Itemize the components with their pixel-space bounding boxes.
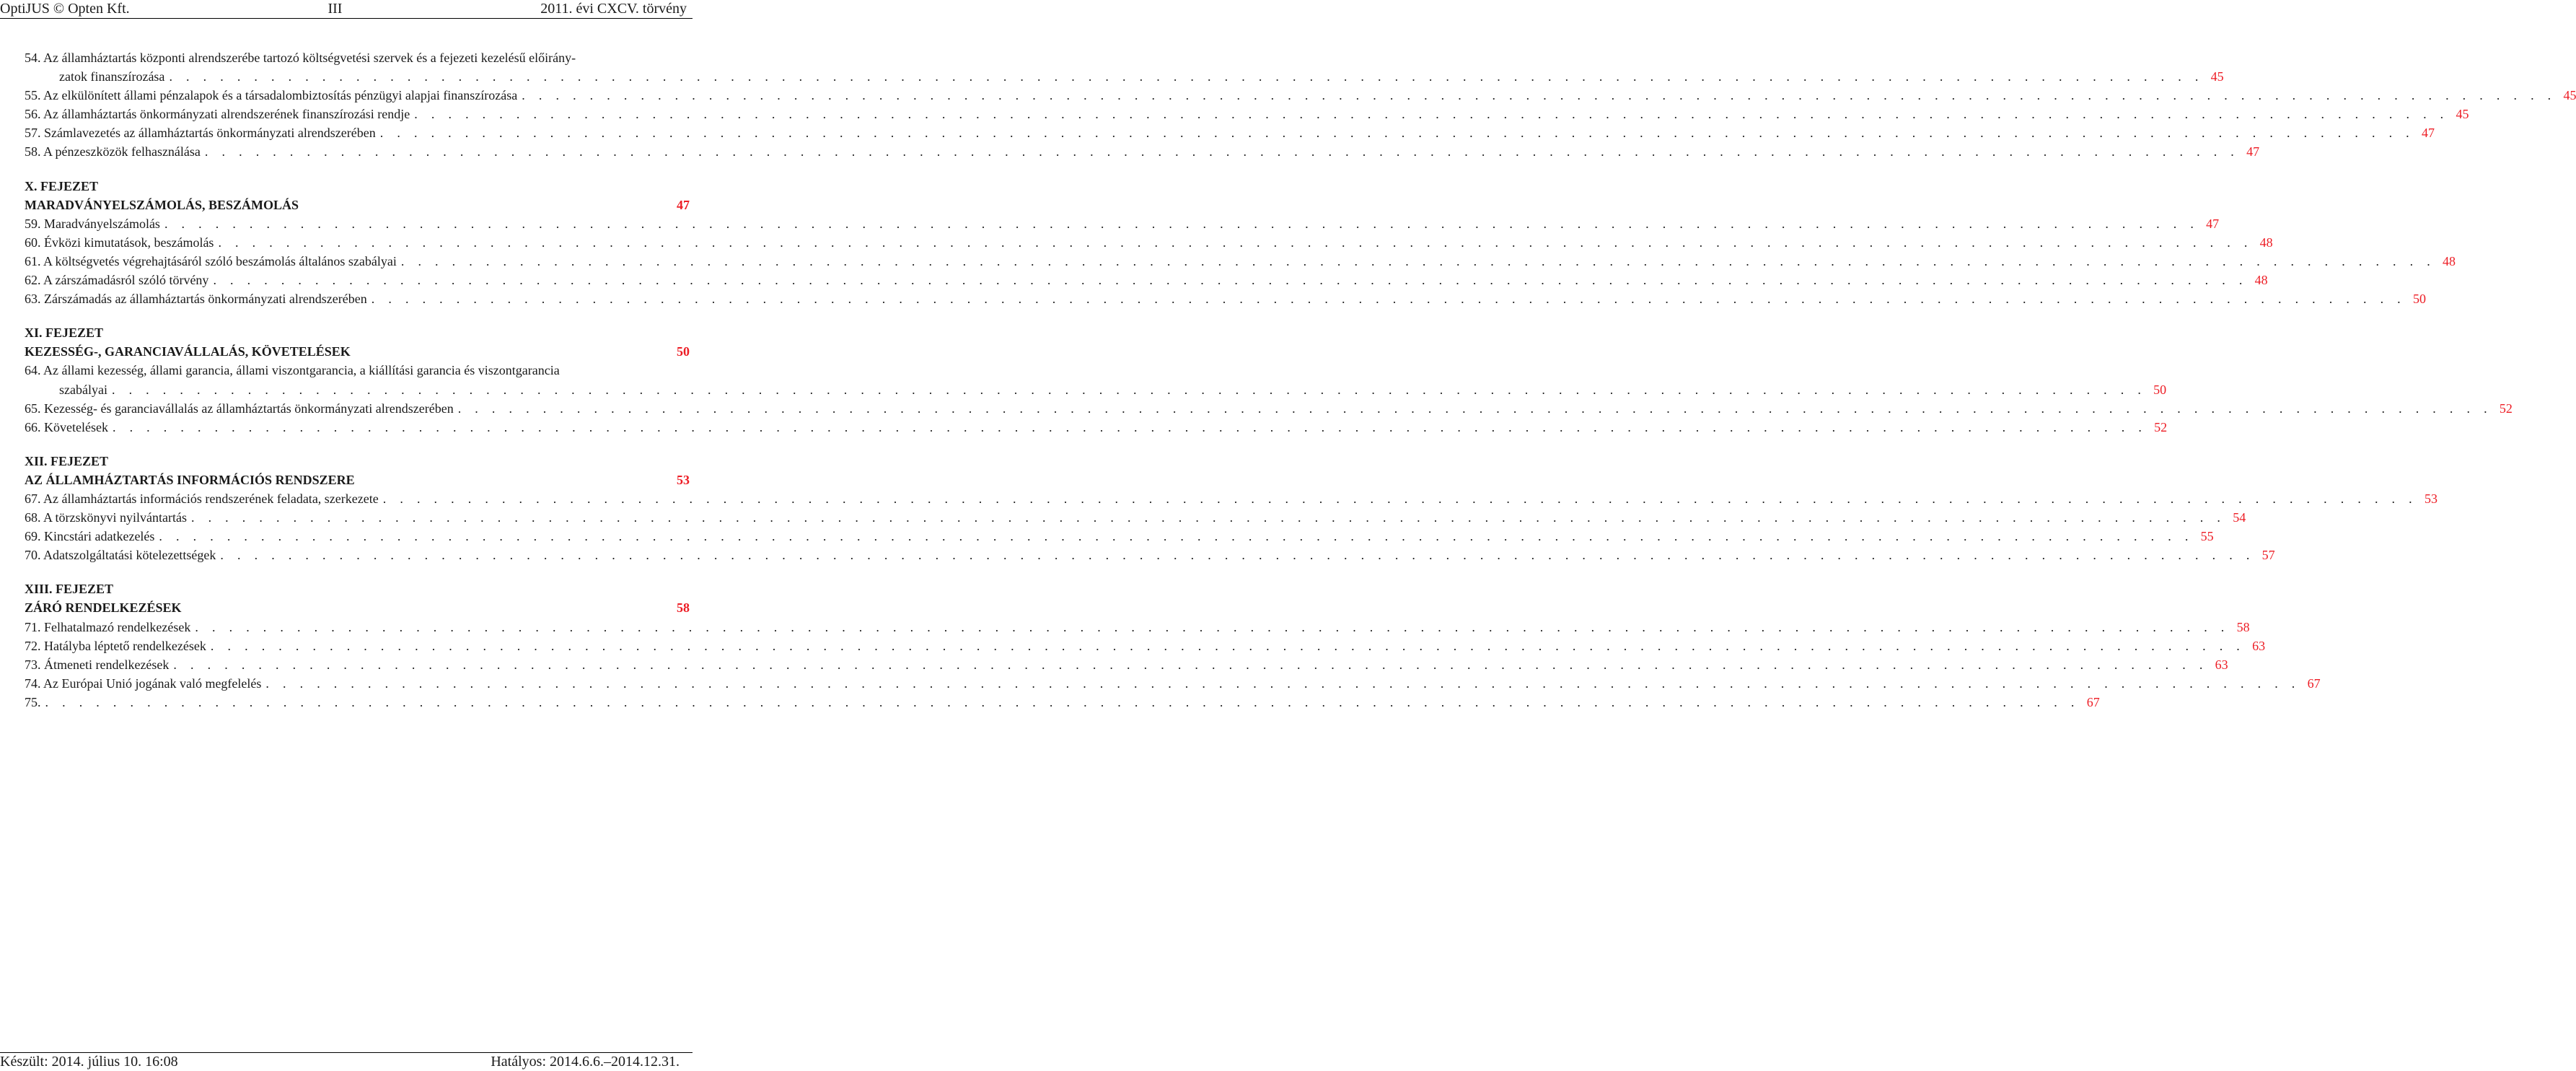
toc-entry-page: 50 xyxy=(2153,382,2167,397)
toc-entry-page: 55 xyxy=(2200,529,2214,544)
toc-entry-page: 54 xyxy=(2233,510,2246,525)
toc-entry[interactable] xyxy=(25,674,2321,693)
toc-entry-title-line1: 64. Az állami kezesség, állami garancia, állami viszontgarancia, a kiállítási garancia és viszontgarancia xyxy=(25,363,560,378)
page-header xyxy=(0,0,693,19)
toc-entry[interactable] xyxy=(25,655,2228,674)
toc-entry-page: 48 xyxy=(2259,235,2273,250)
dot-leader: . . . . . . . . . . . . . . . . . . . . . . . . . . . . . . . . . . . . . . . . . . . . . . . . . . . . . . . . . . . . . . . . . . . . . . . . . . . . . . . . . . . . . . . . . . . . . . . . . . . . . . . . . . . . . . . . . . . . . . . . xyxy=(45,694,2080,709)
chapter-page: 50 xyxy=(677,344,690,359)
dot-leader: . . . . . . . . . . . . . . . . . . . . . . . . . . . . . . . . . . . . . . . . . . . . . . . . . . . . . . . . . . . . . . . . . . . . . . . . . . . . . . . . . . . . . . . . . . . . . . . . . . . . . . . . . . . . . . . . . . . . . . . . xyxy=(111,382,2147,397)
toc-entry[interactable] xyxy=(25,105,2469,123)
dot-leader: . . . . . . . . . . . . . . . . . . . . . . . . . . . . . . . . . . . . . . . . . . . . . . . . . . . . . . . . . . . . . . . . . . . . . . . . . . . . . . . . . . . . . . . . . . . . . . . . . . . . . . . . . . . . . . . . . . . . . . . . xyxy=(173,657,2208,672)
toc-entry-page: 48 xyxy=(2443,253,2456,268)
dot-leader: . . . . . . . . . . . . . . . . . . . . . . . . . . . . . . . . . . . . . . . . . . . . . . . . . . . . . . . . . . . . . . . . . . . . . . . . . . . . . . . . . . . . . . . . . . . . . . . . . . . . . . . . . . . . . . . . . . . . . . . . xyxy=(457,401,2492,416)
toc-entry-title-line1: 54. Az államháztartás központi alrendszerébe tartozó költségvetési szervek és a fejezeti kezelésű előirány- xyxy=(25,51,576,65)
toc-entry-title: 62. A zárszámadásról szóló törvény xyxy=(25,273,209,288)
chapter-heading[interactable] xyxy=(25,342,690,361)
toc-entry[interactable] xyxy=(25,618,2250,637)
toc-entry-page: 52 xyxy=(2499,401,2513,416)
chapter-page: 47 xyxy=(677,197,690,212)
footer-effective: Hatályos: 2014.6.6.–2014.12.31. xyxy=(491,1054,680,1070)
table-of-contents xyxy=(25,48,2576,712)
toc-entry-page: 57 xyxy=(2261,548,2275,563)
chapter-heading[interactable] xyxy=(25,196,690,214)
toc-entry[interactable] xyxy=(25,546,2275,564)
toc-chapter xyxy=(25,452,2437,565)
dot-leader: . . . . . . . . . . . . . . . . . . . . . . . . . . . . . . . . . . . . . . . . . . . . . . . . . . . . . . . . . . . . . . . . . . . . . . . . . . . . . . . . . . . . . . . . . . . . . . . . . . . . . . . . . . . . . . . . . . . . . . . . xyxy=(371,292,2406,307)
toc-entry-title: 72. Hatályba léptető rendelkezések xyxy=(25,638,206,653)
header-law-title: 2011. évi CXCV. törvény xyxy=(540,1,687,17)
dot-leader: . . . . . . . . . . . . . . . . . . . . . . . . . . . . . . . . . . . . . . . . . . . . . . . . . . . . . . . . . . . . . . . . . . . . . . . . . . . . . . . . . . . . . . . . . . . . . . . . . . . . . . . . . . . . . . . . . . . . . . . . xyxy=(204,144,2240,159)
toc-entry-page: 63 xyxy=(2252,638,2266,653)
dot-leader: . . . . . . . . . . . . . . . . . . . . . . . . . . . . . . . . . . . . . . . . . . . . . . . . . . . . . . . . . . . . . . . . . . . . . . . . . . . . . . . . . . . . . . . . . . . . . . . . . . . . . . . . . . . . . . . . . . . . . . . . xyxy=(265,676,2300,691)
toc-entry-title: 59. Maradványelszámolás xyxy=(25,216,160,231)
toc-entry[interactable] xyxy=(25,252,2456,271)
toc-entry[interactable] xyxy=(25,508,2246,527)
chapter-title: MARADVÁNYELSZÁMOLÁS, BESZÁMOLÁS xyxy=(25,197,299,212)
toc-entry-page: 47 xyxy=(2246,144,2260,159)
toc-entry-title: 60. Évközi kimutatások, beszámolás xyxy=(25,235,214,250)
toc-entry-page: 67 xyxy=(2307,676,2321,691)
chapter-page: 53 xyxy=(677,472,690,487)
dot-leader: . . . . . . . . . . . . . . . . . . . . . . . . . . . . . . . . . . . . . . . . . . . . . . . . . . . . . . . . . . . . . . . . . . . . . . . . . . . . . . . . . . . . . . . . . . . . . . . . . . . . . . . . . . . . . . . . . . . . . . . . xyxy=(379,126,2414,141)
toc-entry-page: 53 xyxy=(2424,491,2437,506)
toc-entry[interactable] xyxy=(25,142,2260,161)
toc-entry-page: 45 xyxy=(2563,88,2576,103)
toc-entry-page: 47 xyxy=(2206,216,2220,231)
dot-leader: . . . . . . . . . . . . . . . . . . . . . . . . . . . . . . . . . . . . . . . . . . . . . . . . . . . . . . . . . . . . . . . . . . . . . . . . . . . . . . . . . . . . . . . . . . . . . . . . . . . . . . . . . . . . . . . . . . . . . . . . xyxy=(382,491,2417,506)
dot-leader: . . . . . . . . . . . . . . . . . . . . . . . . . . . . . . . . . . . . . . . . . . . . . . . . . . . . . . . . . . . . . . . . . . . . . . . . . . . . . . . . . . . . . . . . . . . . . . . . . . . . . . . . . . . . . . . . . . . . . . . . xyxy=(164,216,2199,231)
dot-leader: . . . . . . . . . . . . . . . . . . . . . . . . . . . . . . . . . . . . . . . . . . . . . . . . . . . . . . . . . . . . . . . . . . . . . . . . . . . . . . . . . . . . . . . . . . . . . . . . . . . . . . . . . . . . . . . . . . . . . . . . xyxy=(218,235,2253,250)
toc-entry[interactable] xyxy=(25,48,2224,86)
toc-entry-page: 47 xyxy=(2421,126,2435,141)
toc-entry-title: 75. xyxy=(25,694,41,709)
toc-entry-title: 63. Zárszámadás az államháztartás önkormányzati alrendszerében xyxy=(25,292,367,307)
chapter-title: AZ ÁLLAMHÁZTARTÁS INFORMÁCIÓS RENDSZERE xyxy=(25,472,355,487)
toc-entry[interactable] xyxy=(25,418,2168,437)
toc-entry-page: 63 xyxy=(2215,657,2228,672)
toc-entry-title: 56. Az államháztartás önkormányzati alrendszerének finanszírozási rendje xyxy=(25,107,410,122)
dot-leader: . . . . . . . . . . . . . . . . . . . . . . . . . . . . . . . . . . . . . . . . . . . . . . . . . . . . . . . . . . . . . . . . . . . . . . . . . . . . . . . . . . . . . . . . . . . . . . . . . . . . . . . . . . . . . . . . . . . . . . . . xyxy=(112,419,2148,434)
dot-leader: . . . . . . . . . . . . . . . . . . . . . . . . . . . . . . . . . . . . . . . . . . . . . . . . . . . . . . . . . . . . . . . . . . . . . . . . . . . . . . . . . . . . . . . . . . . . . . . . . . . . . . . . . . . . . . . . . . . . . . . . xyxy=(210,638,2246,653)
chapter-number: XIII. FEJEZET xyxy=(25,582,114,597)
dot-leader: . . . . . . . . . . . . . . . . . . . . . . . . . . . . . . . . . . . . . . . . . . . . . . . . . . . . . . . . . . . . . . . . . . . . . . . . . . . . . . . . . . . . . . . . . . . . . . . . . . . . . . . . . . . . . . . . . . . . . . . . xyxy=(522,88,2557,103)
toc-entry-title-line2: szabályai xyxy=(59,382,107,397)
toc-entry[interactable] xyxy=(25,271,2268,289)
toc-entry-page: 45 xyxy=(2210,69,2224,84)
toc-entry[interactable] xyxy=(25,289,2426,308)
toc-entry-title: 61. A költségvetés végrehajtásáról szóló beszámolás általános szabályai xyxy=(25,253,397,268)
dot-leader: . . . . . . . . . . . . . . . . . . . . . . . . . . . . . . . . . . . . . . . . . . . . . . . . . . . . . . . . . . . . . . . . . . . . . . . . . . . . . . . . . . . . . . . . . . . . . . . . . . . . . . . . . . . . . . . . . . . . . . . . xyxy=(400,253,2436,268)
toc-entry-page: 67 xyxy=(2086,694,2100,709)
dot-leader: . . . . . . . . . . . . . . . . . . . . . . . . . . . . . . . . . . . . . . . . . . . . . . . . . . . . . . . . . . . . . . . . . . . . . . . . . . . . . . . . . . . . . . . . . . . . . . . . . . . . . . . . . . . . . . . . . . . . . . . . xyxy=(169,69,2204,84)
dot-leader: . . . . . . . . . . . . . . . . . . . . . . . . . . . . . . . . . . . . . . . . . . . . . . . . . . . . . . . . . . . . . . . . . . . . . . . . . . . . . . . . . . . . . . . . . . . . . . . . . . . . . . . . . . . . . . . . . . . . . . . . xyxy=(159,529,2194,544)
chapter-number: XI. FEJEZET xyxy=(25,325,104,341)
toc-entry[interactable] xyxy=(25,214,2220,233)
toc-entry[interactable] xyxy=(25,361,2167,398)
toc-entry-page: 48 xyxy=(2254,273,2268,288)
toc-entry-page: 52 xyxy=(2154,419,2168,434)
toc-entry[interactable] xyxy=(25,399,2513,418)
toc-entry-title: 55. Az elkülönített állami pénzalapok és a társadalombiztosítás pénzügyi alapjai finanszírozása xyxy=(25,88,518,103)
footer-created: Készült: 2014. július 10. 16:08 xyxy=(0,1054,178,1070)
toc-entry-title: 66. Követelések xyxy=(25,419,108,434)
dot-leader: . . . . . . . . . . . . . . . . . . . . . . . . . . . . . . . . . . . . . . . . . . . . . . . . . . . . . . . . . . . . . . . . . . . . . . . . . . . . . . . . . . . . . . . . . . . . . . . . . . . . . . . . . . . . . . . . . . . . . . . . xyxy=(213,273,2248,288)
toc-entry-title-line2: zatok finanszírozása xyxy=(59,69,165,84)
toc-entry-page: 58 xyxy=(2236,619,2250,634)
toc-entry[interactable] xyxy=(25,86,2576,105)
toc-entry-title: 74. Az Európai Unió jogának való megfelelés xyxy=(25,676,262,691)
chapter-number: X. FEJEZET xyxy=(25,178,99,193)
toc-entry-title: 58. A pénzeszközök felhasználása xyxy=(25,144,201,159)
toc-entry-title: 68. A törzskönyvi nyilvántartás xyxy=(25,510,187,525)
toc-entry[interactable] xyxy=(25,123,2435,142)
toc-chapter xyxy=(25,323,2513,437)
toc-entry-title: 65. Kezesség- és garanciavállalás az államháztartás önkormányzati alrendszerében xyxy=(25,401,454,416)
dot-leader: . . . . . . . . . . . . . . . . . . . . . . . . . . . . . . . . . . . . . . . . . . . . . . . . . . . . . . . . . . . . . . . . . . . . . . . . . . . . . . . . . . . . . . . . . . . . . . . . . . . . . . . . . . . . . . . . . . . . . . . . xyxy=(220,548,2255,563)
header-publisher: OptiJUS © Opten Kft. xyxy=(0,1,130,17)
chapter-title: KEZESSÉG-, GARANCIAVÁLLALÁS, KÖVETELÉSEK xyxy=(25,344,351,359)
dot-leader: . . . . . . . . . . . . . . . . . . . . . . . . . . . . . . . . . . . . . . . . . . . . . . . . . . . . . . . . . . . . . . . . . . . . . . . . . . . . . . . . . . . . . . . . . . . . . . . . . . . . . . . . . . . . . . . . . . . . . . . . xyxy=(195,619,2230,634)
toc-chapter xyxy=(25,580,2321,712)
toc-entry[interactable] xyxy=(25,637,2266,655)
toc-entry-page: 50 xyxy=(2412,292,2426,307)
page-footer xyxy=(0,1052,693,1071)
toc-entry-title: 73. Átmeneti rendelkezések xyxy=(25,657,170,672)
dot-leader: . . . . . . . . . . . . . . . . . . . . . . . . . . . . . . . . . . . . . . . . . . . . . . . . . . . . . . . . . . . . . . . . . . . . . . . . . . . . . . . . . . . . . . . . . . . . . . . . . . . . . . . . . . . . . . . . . . . . . . . . xyxy=(190,510,2226,525)
chapter-heading[interactable] xyxy=(25,598,690,617)
toc-entry[interactable] xyxy=(25,527,2214,546)
toc-entry[interactable] xyxy=(25,489,2437,508)
toc-entry-title: 71. Felhatalmazó rendelkezések xyxy=(25,619,191,634)
toc-chapter xyxy=(25,177,2456,309)
toc-entry-page: 45 xyxy=(2456,107,2469,122)
chapter-number: XII. FEJEZET xyxy=(25,453,109,468)
toc-entry[interactable] xyxy=(25,693,2100,712)
chapter-title: ZÁRÓ RENDELKEZÉSEK xyxy=(25,600,182,616)
chapter-page: 58 xyxy=(677,600,690,616)
toc-entry[interactable] xyxy=(25,233,2273,252)
toc-entry-title: 67. Az államháztartás információs rendszerének feladata, szerkezete xyxy=(25,491,379,506)
header-page-number: III xyxy=(328,1,343,17)
chapter-heading[interactable] xyxy=(25,471,690,489)
dot-leader: . . . . . . . . . . . . . . . . . . . . . . . . . . . . . . . . . . . . . . . . . . . . . . . . . . . . . . . . . . . . . . . . . . . . . . . . . . . . . . . . . . . . . . . . . . . . . . . . . . . . . . . . . . . . . . . . . . . . . . . . xyxy=(414,107,2449,122)
toc-entry-title: 70. Adatszolgáltatási kötelezettségek xyxy=(25,548,216,563)
toc-entry-title: 57. Számlavezetés az államháztartás önkormányzati alrendszerében xyxy=(25,126,376,141)
toc-entry-title: 69. Kincstári adatkezelés xyxy=(25,529,155,544)
